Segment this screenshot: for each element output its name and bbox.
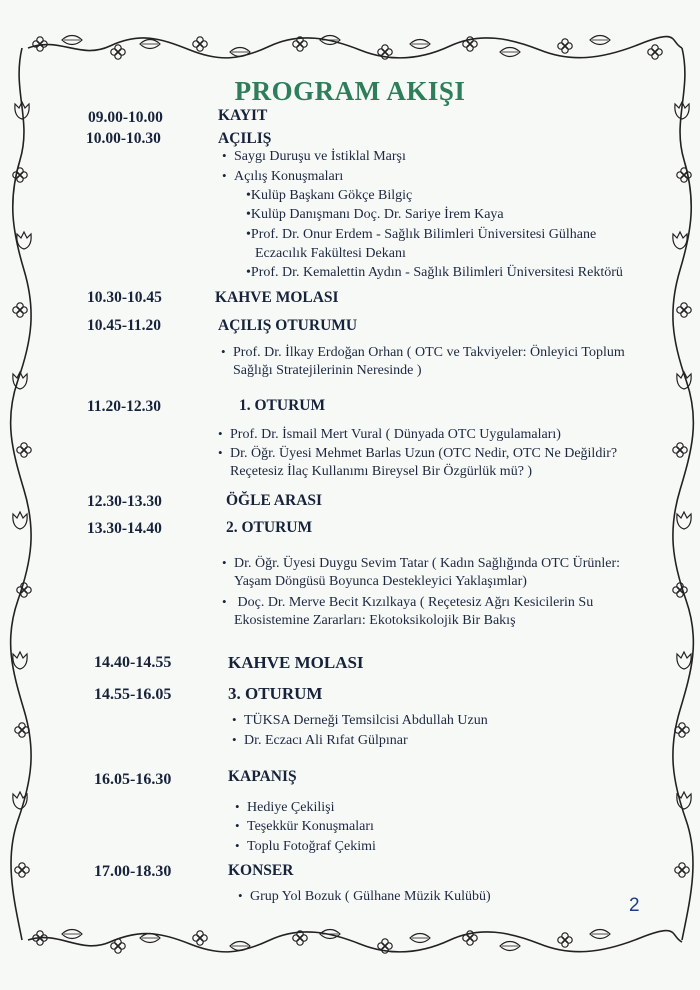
session-time: 17.00-18.30: [94, 863, 172, 880]
list-item-continued: Reçetesiz İlaç Kullanımı Bireysel Bir Özgürlük mü? ): [230, 464, 533, 479]
session-heading: KAPANIŞ: [228, 768, 297, 785]
list-item: • Dr. Öğr. Üyesi Mehmet Barlas Uzun (OTC Nedir, OTC Ne Değildir?: [218, 445, 617, 462]
session-time: 10.30-10.45: [87, 289, 162, 306]
session-time: 14.55-16.05: [94, 686, 172, 703]
session-time: 10.45-11.20: [87, 317, 162, 334]
page-title: PROGRAM AKIŞI: [234, 76, 466, 106]
list-item: • Hediye Çekilişi: [235, 799, 335, 816]
list-item: • Prof. Dr. İlkay Erdoğan Orhan ( OTC ve Takviyeler: Önleyici Toplum: [221, 344, 625, 361]
session-heading: ÖĞLE ARASI: [226, 492, 323, 509]
list-item-continued: Yaşam Döngüsü Boyunca Destekleyici Yaklaşımlar): [234, 574, 527, 589]
sub-list-item: • Kulüp Danışmanı Doç. Dr. Sariye İrem Kaya: [246, 207, 504, 223]
sub-list-item: • Kulüp Başkanı Gökçe Bilgiç: [246, 188, 412, 204]
session-heading: 1. OTURUM: [239, 397, 326, 414]
session-time: 16.05-16.30: [94, 771, 172, 788]
list-item: • Saygı Duruşu ve İstiklal Marşı: [222, 148, 406, 165]
list-item: • Açılış Konuşmaları: [222, 168, 343, 185]
list-item: • Grup Yol Bozuk ( Gülhane Müzik Kulübü): [238, 888, 491, 905]
list-item: • Prof. Dr. İsmail Mert Vural ( Dünyada OTC Uygulamaları): [218, 426, 561, 443]
session-heading: 3. OTURUM: [228, 684, 323, 703]
session-time: 11.20-12.30: [87, 398, 162, 415]
sub-list-item-continued: Eczacılık Fakültesi Dekanı: [255, 246, 406, 261]
session-heading: KAYIT: [218, 107, 268, 124]
list-item: • Doç. Dr. Merve Becit Kızılkaya ( Reçetesiz Ağrı Kesicilerin Su: [222, 594, 593, 611]
list-item-continued: Sağlığı Stratejilerinin Neresinde ): [233, 363, 422, 378]
sub-list-item: • Prof. Dr. Kemalettin Aydın - Sağlık Bilimleri Üniversitesi Rektörü: [246, 265, 623, 281]
list-item: • Toplu Fotoğraf Çekimi: [235, 838, 376, 855]
list-item-continued: Ekosistemine Zararları: Ekotoksikolojik Bir Bakış: [234, 613, 516, 628]
list-item: • Dr. Öğr. Üyesi Duygu Sevim Tatar ( Kadın Sağlığında OTC Ürünler:: [222, 555, 620, 572]
session-time: 14.40-14.55: [94, 654, 172, 671]
session-heading: AÇILIŞ OTURUMU: [218, 317, 358, 334]
session-heading: KAHVE MOLASI: [228, 653, 364, 672]
list-item: • Teşekkür Konuşmaları: [235, 818, 374, 835]
session-time: 12.30-13.30: [87, 493, 162, 510]
session-heading: AÇILIŞ: [218, 130, 272, 147]
list-item: • Dr. Eczacı Ali Rıfat Gülpınar: [232, 732, 408, 749]
session-heading: KONSER: [228, 862, 294, 879]
page-number: 2: [629, 895, 640, 916]
session-time: 09.00-10.00: [88, 109, 163, 126]
session-time: 13.30-14.40: [87, 520, 162, 537]
session-time: 10.00-10.30: [86, 130, 161, 147]
session-heading: 2. OTURUM: [226, 519, 313, 536]
session-heading: KAHVE MOLASI: [215, 289, 339, 306]
sub-list-item: • Prof. Dr. Onur Erdem - Sağlık Bilimleri Üniversitesi Gülhane: [246, 227, 596, 243]
list-item: • TÜKSA Derneği Temsilcisi Abdullah Uzun: [232, 712, 488, 729]
